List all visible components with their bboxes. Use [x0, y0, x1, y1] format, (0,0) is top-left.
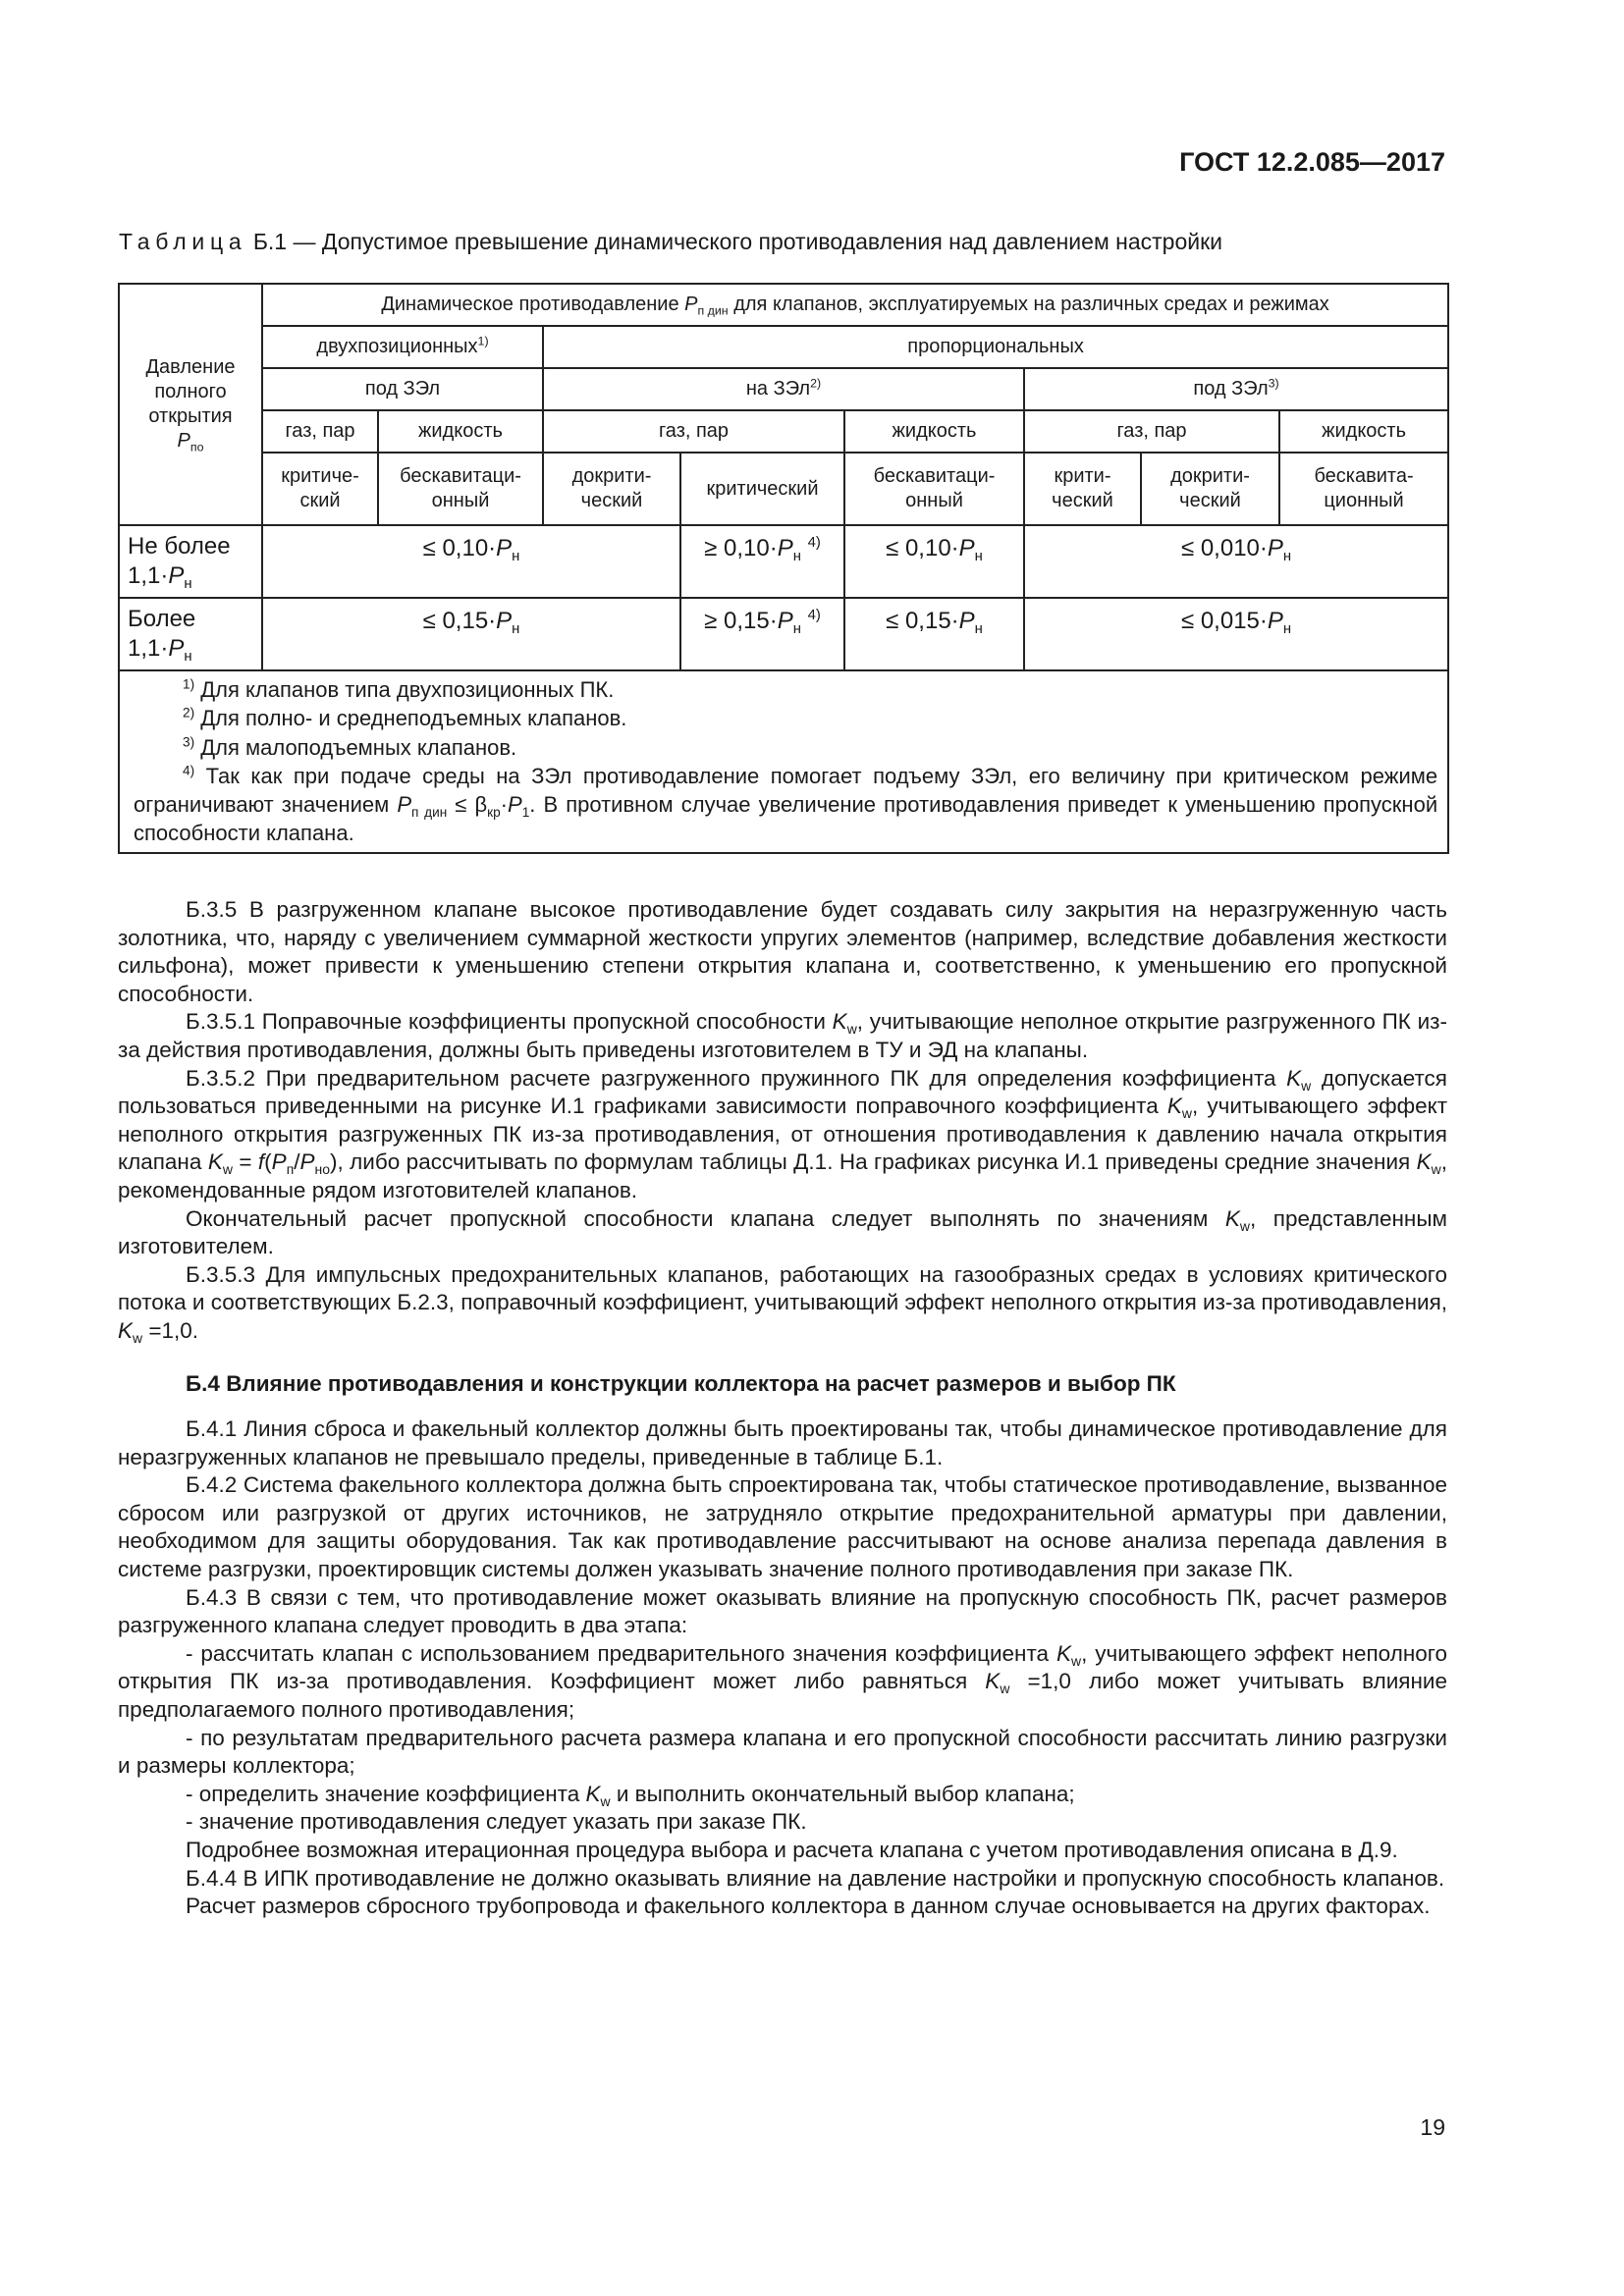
paragraph: Б.3.5.1 Поправочные коэффициенты пропускной способности $K_w$, учитывающие неполное открытие разгруженного ПК из-за действия противодавления, должны быть приведены изготовителем в ТУ и ЭД на клапаны. — [118, 1009, 1447, 1062]
value-cell: ≥ $0,15\cdot P_н$ $^{4)}$ — [680, 598, 844, 670]
table-row — [119, 525, 1448, 598]
table-caption — [119, 229, 1222, 255]
document-code: ГОСТ 12.2.085—2017 — [1179, 147, 1445, 177]
header-proportional: пропорциональных — [543, 326, 1448, 368]
caption-text: — Допустимое превышение динамического противодавления над давлением настройки — [293, 229, 1223, 254]
body-text — [118, 896, 1447, 1921]
paragraph: - рассчитать клапан с использованием предварительного значения коэффициента $K_w$, учитывающего эффект неполного открытия ПК из-за противодавления. Коэффициент может либо равняться $K_w =1,0$ либо может учитывать влияние предполагаемого полного противодавления; — [118, 1640, 1447, 1723]
header-under-main-proportional: под ЗЭл$^{3)}$ — [1024, 368, 1448, 410]
footnote-4: $^{4)}$ Так как при подаче среды на ЗЭл противодавление помогает подъему ЗЭл, его величину при критическом режиме ограничивают значением $P_{п дин} \le \beta_{кр}\cdot P_1$. В противном случае увеличение противодавления приведет к уменьшению пропускной способности клапана. — [134, 763, 1438, 846]
value-cell: ≤ $0,10\cdot P_н$ — [262, 525, 680, 598]
paragraph: Б.4.3 В связи с тем, что противодавление может оказывать влияние на пропускную способность ПК, расчет размеров разгруженного клапана следует проводить в два этапа: — [118, 1584, 1447, 1638]
footnote-3: $^{3)}$ Для малоподъемных клапанов. — [183, 734, 517, 760]
paragraph: Б.4.4 В ИПК противодавление не должно оказывать влияние на давление настройки и пропускную способность клапанов. — [186, 1865, 1445, 1891]
paragraph: Окончательный расчет пропускной способности клапана следует выполнять по значениям $K_w$, представленным изготовителем. — [118, 1205, 1447, 1259]
row-label: Не более $1,1\cdot P_н$ — [119, 525, 262, 598]
header-media-liquid: жидкость — [1279, 410, 1448, 453]
page-number: 19 — [1420, 2114, 1445, 2140]
table-b1 — [118, 283, 1447, 854]
footnote-2: $^{2)}$ Для полно- и среднеподъемных клапанов. — [183, 705, 627, 731]
header-regime: бескавитаци- онный — [844, 453, 1024, 525]
header-regime: докрити- ческий — [543, 453, 680, 525]
header-media-liquid: жидкость — [844, 410, 1024, 453]
paragraph: - по результатам предварительного расчета размера клапана и его пропускной способности рассчитать линию разгрузки и размеры коллектора; — [118, 1725, 1447, 1779]
paragraph: Б.3.5 В разгруженном клапане высокое противодавление будет создавать силу закрытия на неразгруженную часть золотника, что, наряду с увеличением суммарной жесткости упругих элементов (например, вследствие добавления жесткости сильфона), может привести к уменьшению степени открытия клапана и, соответственно, к уменьшению его пропускной способности. — [118, 897, 1447, 1006]
section-heading: Б.4 Влияние противодавления и конструкции коллектора на расчет размеров и выбор ПК — [186, 1370, 1176, 1396]
value-cell: ≤ $0,015\cdot P_н$ — [1024, 598, 1448, 670]
header-full-open-pressure: Давление полного открытия $P_{по}$ — [119, 284, 262, 525]
value-cell: ≤ $0,15\cdot P_н$ — [262, 598, 680, 670]
paragraph: Расчет размеров сбросного трубопровода и факельного коллектора в данном случае основывается на других факторах. — [186, 1894, 1431, 1919]
header-regime: критиче- ский — [262, 453, 378, 525]
header-on-main: на ЗЭл$^{2)}$ — [543, 368, 1024, 410]
value-cell: ≥ $0,10\cdot P_н$ $^{4)}$ — [680, 525, 844, 598]
header-regime: крити- ческий — [1024, 453, 1141, 525]
header-regime: бескавитаци- онный — [378, 453, 543, 525]
paragraph: Б.4.2 Система факельного коллектора должна быть спроектирована так, чтобы статическое противодавление, вызванное сбросом или разгрузкой от других источников, не затрудняло открытие предохранительной арматуры при давлении, необходимом для защиты оборудования. Так как противодавление рассчитывают на основе анализа перепада давления в системе разгрузки, проектировщик системы должен указывать значение полного противодавления при заказе ПК. — [118, 1472, 1447, 1582]
header-regime: критический — [680, 453, 844, 525]
paragraph: Б.3.5.3 Для импульсных предохранительных клапанов, работающих на газообразных средах в условиях критического потока и соответствующих Б.2.3, поправочный коэффициент, учитывающий эффект неполного открытия из-за противодавления, $K_w =1,0$. — [118, 1261, 1447, 1346]
row-label: Более $1,1\cdot P_н$ — [119, 598, 262, 670]
paragraph: - значение противодавления следует указать при заказе ПК. — [186, 1809, 807, 1835]
value-cell: ≤ $0,10\cdot P_н$ — [844, 525, 1024, 598]
header-dynamic-backpressure: Динамическое противодавление $P_{п дин}$ для клапанов, эксплуатируемых на различных средах и режимах — [262, 284, 1448, 326]
caption-number: Б.1 — [252, 229, 288, 254]
paragraph: - определить значение коэффициента $K_w$ и выполнить окончательный выбор клапана; — [186, 1781, 1075, 1809]
header-media-gas: газ, пар — [262, 410, 378, 453]
header-media-gas: газ, пар — [543, 410, 844, 453]
value-cell: ≤ $0,010\cdot P_н$ — [1024, 525, 1448, 598]
caption-label: Таблица — [119, 229, 247, 254]
header-two-position: двухпозиционных$^{1)}$ — [262, 326, 543, 368]
header-under-main: под ЗЭл — [262, 368, 543, 410]
paragraph: Подробнее возможная итерационная процедура выбора и расчета клапана с учетом противодавления описана в Д.9. — [186, 1838, 1398, 1862]
header-regime: бескавита- ционный — [1279, 453, 1448, 525]
value-cell: ≤ $0,15\cdot P_н$ — [844, 598, 1024, 670]
paragraph: Б.3.5.2 При предварительном расчете разгруженного пружинного ПК для определения коэффициента $K_w$ допускается пользоваться приведенными на рисунке И.1 графиками зависимости поправочного коэффициента $K_w$, учитывающего эффект неполного открытия разгруженных ПК из-за противодавления, от отношения противодавления к давлению начала открытия клапана $K_w = f(P_п/P_{но})$, либо рассчитывать по формулам таблицы Д.1. На графиках рисунка И.1 приведены средние значения $K_w$, рекомендованные рядом изготовителей клапанов. — [118, 1065, 1448, 1202]
table-footnotes — [119, 670, 1448, 853]
header-media-liquid: жидкость — [378, 410, 543, 453]
footnote-1: $^{1)}$ Для клапанов типа двухпозиционных ПК. — [183, 676, 615, 702]
paragraph: Б.4.1 Линия сброса и факельный коллектор должны быть проектированы так, чтобы динамическое противодавление для неразгруженных клапанов не превышало пределы, приведенные в таблице Б.1. — [118, 1416, 1447, 1469]
table-row — [119, 598, 1448, 670]
header-regime: докрити- ческий — [1141, 453, 1279, 525]
header-media-gas: газ, пар — [1024, 410, 1279, 453]
